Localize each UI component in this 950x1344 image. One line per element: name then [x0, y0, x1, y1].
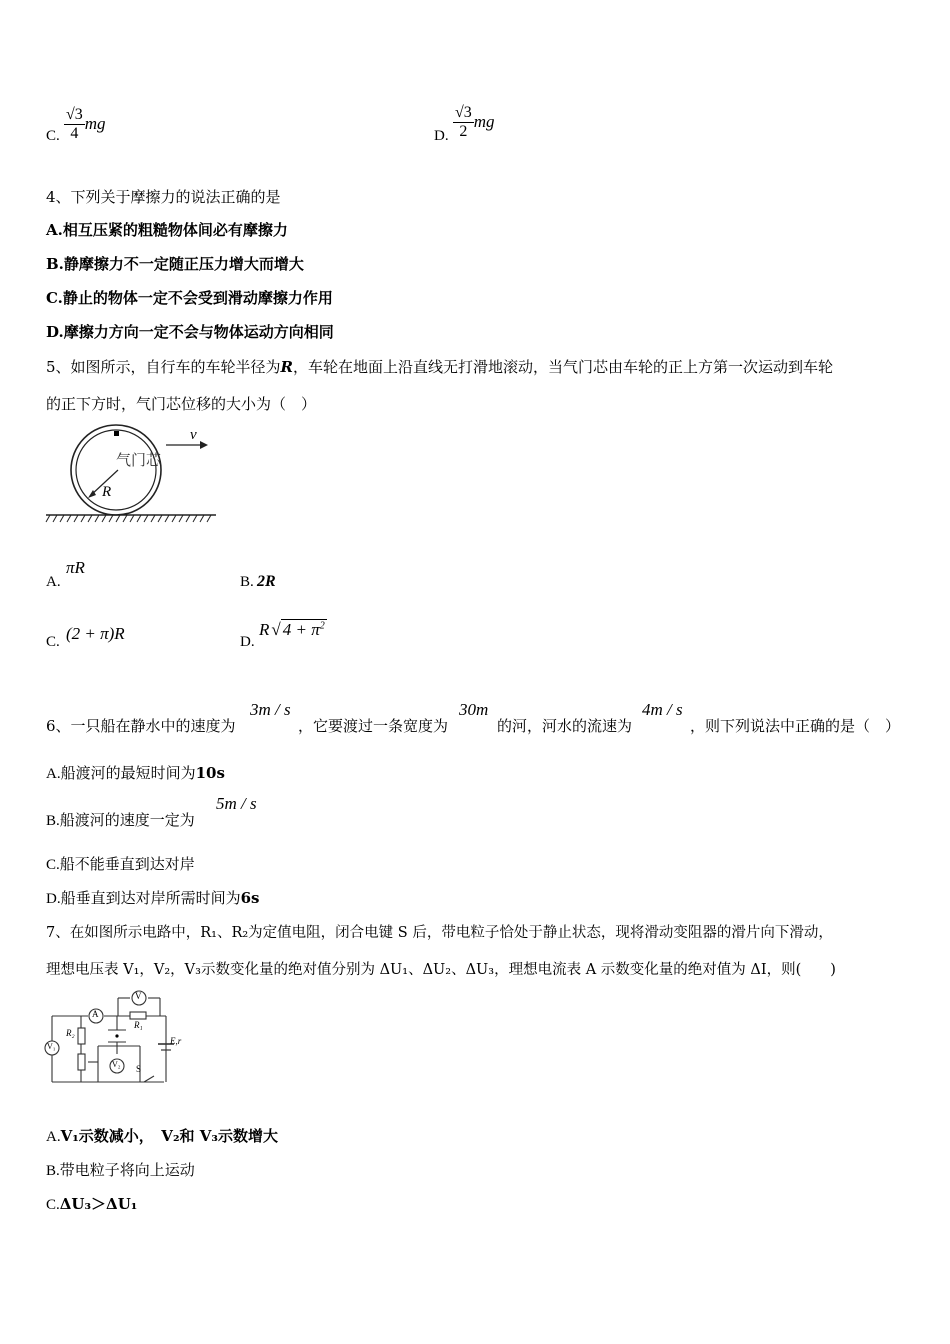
q5-radius-label: R — [102, 484, 112, 500]
q6-option-a-pre: A. — [46, 766, 61, 782]
q3-option-c-fraction — [64, 106, 85, 143]
q5-ground-hatching — [46, 515, 211, 522]
q3-option-d-label: D. — [434, 128, 449, 144]
q7-label-a: A — [92, 1009, 99, 1019]
q5-wheel-outer-rim — [71, 425, 161, 515]
q5-option-b-expr: 2R — [257, 573, 276, 590]
q7-option-a-text: V₁示数减小， V₂和 V₃示数增大 — [60, 1127, 278, 1145]
q6-val-3: 4m / s — [642, 700, 683, 719]
q6-option-c — [46, 853, 195, 874]
q5-option-b-label: B. — [240, 574, 254, 590]
q4-option-b: B.静摩擦力不一定随正压力增大而增大 — [46, 255, 304, 273]
q5-option-d-pre: R — [259, 620, 270, 639]
q7-stem-line1: 7、在如图所示电路中，R₁、R₂为定值电阻，闭合电键 S 后，带电粒子恰处于静止状态，现将滑动变阻器的滑片向下滑动， — [46, 925, 833, 941]
q4-option-d: D.摩擦力方向一定不会与物体运动方向相同 — [46, 323, 334, 341]
q5-option-d-sqrt-sign: √ — [271, 620, 281, 639]
q6-option-a-val: 10s — [195, 764, 225, 782]
q3-option-c-denominator: 4 — [70, 125, 79, 142]
q6-option-d-val: 6s — [240, 889, 260, 907]
q7-label-r2: R₂ — [66, 1028, 75, 1038]
q7-label-v: V — [135, 991, 142, 1001]
q6-option-c-pre: C. — [46, 857, 60, 873]
q5-option-c-expr: (2 + π)R — [66, 624, 125, 643]
q7-label-s: S — [136, 1064, 142, 1074]
q7-label-er: E,r — [170, 1036, 182, 1046]
q7-label-v1: V₁ — [47, 1042, 56, 1051]
q6-option-b-val: 5m / s — [216, 794, 257, 813]
q6-val-1: 3m / s — [250, 700, 291, 719]
q6-stem-1: 6、一只船在静水中的速度为 — [46, 717, 236, 735]
q5-option-c-label: C. — [46, 634, 60, 650]
q7-option-b — [46, 1159, 195, 1180]
q6-option-b — [46, 809, 195, 830]
q3-option-d-denominator: 2 — [459, 123, 468, 140]
q3-option-d-tail: mg — [473, 112, 495, 131]
q6-option-c-text: 船不能垂直到达对岸 — [59, 855, 195, 873]
q7-label-r1: R₁ — [134, 1020, 143, 1030]
q5-valve-label: 气门芯 — [116, 451, 162, 469]
q5-stem-b: ，车轮在地面上沿直线无打滑地滚动，当气门芯由车轮的正上方第一次运动到车轮 — [293, 358, 834, 376]
q6-option-d-pre: D. — [46, 891, 61, 907]
q5-option-d-radicand — [281, 619, 327, 639]
q6-option-b-text: 船渡河的速度一定为 — [59, 811, 195, 829]
q3-option-d-fraction — [453, 104, 474, 141]
q7-option-c-text: ΔU₃＞ΔU₁ — [59, 1195, 138, 1213]
q6-option-a-text: 船渡河的最短时间为 — [60, 764, 196, 782]
q5-stem-var: R — [280, 358, 294, 376]
q6-option-b-pre: B. — [46, 813, 60, 829]
q3-option-c-formula — [64, 106, 106, 143]
q4-stem: 4、下列关于摩擦力的说法正确的是 — [46, 188, 281, 206]
q5-option-a-label: A. — [46, 574, 61, 590]
q7-charged-particle — [115, 1034, 118, 1037]
q5-valve-marker — [114, 431, 119, 436]
q3-option-d-numerator: √3 — [455, 104, 472, 121]
q7-option-b-pre: B. — [46, 1163, 60, 1179]
q3-option-c-label: C. — [46, 128, 60, 144]
q6-stem-2: ，它要渡过一条宽度为 — [298, 717, 449, 735]
q5-wheel-svg — [44, 424, 224, 528]
q7-label-v2: V₂ — [112, 1060, 121, 1069]
q7-option-b-text: 带电粒子将向上运动 — [59, 1161, 195, 1179]
q5-option-d-label: D. — [240, 634, 255, 650]
q6-option-d — [46, 887, 260, 908]
q4-option-a: A.相互压紧的粗糙物体间必有摩擦力 — [46, 221, 288, 239]
q5-wheel-figure — [44, 424, 224, 528]
q5-stem-a: 5、如图所示，自行车的车轮半径为 — [46, 358, 281, 376]
q4-option-c: C.静止的物体一定不会受到滑动摩擦力作用 — [46, 289, 333, 307]
q7-option-c-pre: C. — [46, 1197, 60, 1213]
q3-option-d-formula — [453, 104, 495, 141]
q6-option-a — [46, 762, 225, 783]
q7-circuit-figure — [44, 984, 194, 1088]
q6-stem-4: ，则下列说法中正确的是（ ） — [690, 717, 901, 735]
q3-option-c-numerator: √3 — [66, 106, 83, 123]
q6-stem-3: 的河，河水的流速为 — [497, 717, 633, 735]
q6-option-d-text: 船垂直到达对岸所需时间为 — [60, 889, 241, 907]
q5-stem-line2: 的正下方时，气门芯位移的大小为（ ） — [46, 395, 317, 413]
q5-stem-line1 — [46, 356, 833, 377]
q7-option-a-pre: A. — [46, 1129, 61, 1145]
q5-option-a-expr: πR — [66, 558, 85, 577]
q5-option-d-sup: 2 — [319, 620, 325, 632]
q7-stem-line2: 理想电压表 V₁，V₂，V₃示数变化量的绝对值分别为 ΔU₁、ΔU₂、ΔU₃，理想电流表 A 示数变化量的绝对值为 ΔI，则( ) — [46, 962, 836, 978]
q5-option-d-radicand-text: 4 + π — [282, 620, 320, 639]
q7-option-a — [46, 1125, 278, 1146]
q5-option-d-expr — [259, 620, 327, 640]
q6-val-2: 30m — [459, 700, 489, 719]
q5-velocity-arrowhead — [200, 441, 208, 449]
q7-option-c — [46, 1193, 137, 1214]
q3-option-c-tail: mg — [84, 114, 106, 133]
q5-velocity-label: v — [190, 427, 197, 443]
